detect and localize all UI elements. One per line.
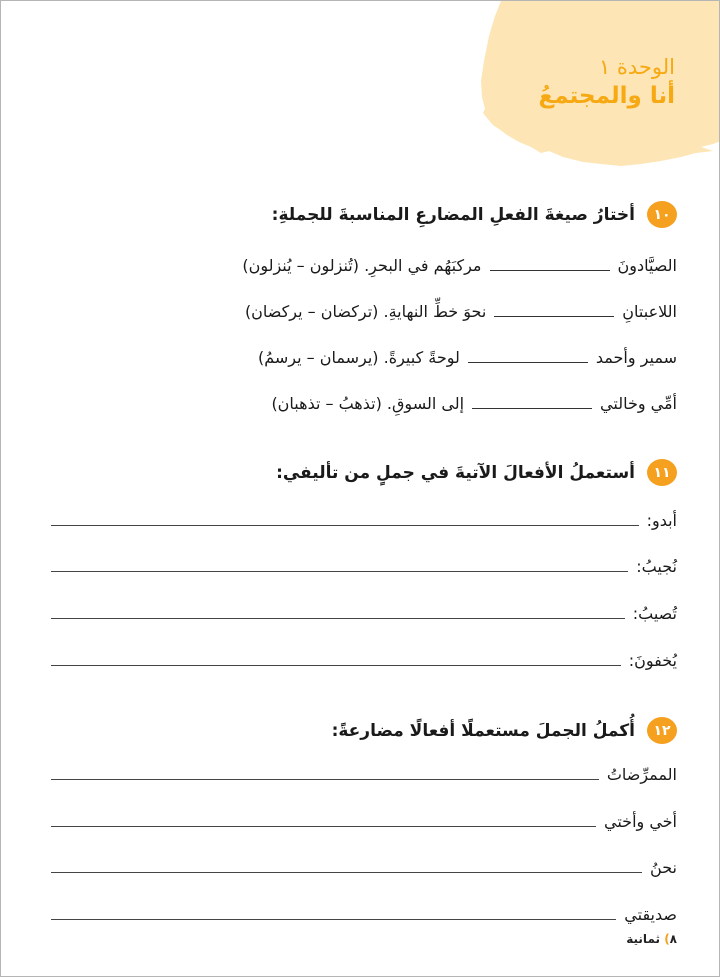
row-subject: اللاعبتانِ bbox=[622, 302, 677, 321]
unit-label: الوحدة ١ bbox=[598, 55, 675, 79]
answer-line[interactable] bbox=[51, 778, 599, 780]
page-footer bbox=[626, 932, 677, 946]
row-rest: لوحةً كبيرةً. (يرسمان – يرسمُ) bbox=[257, 348, 460, 367]
verb-label: تُصيبُ: bbox=[632, 604, 677, 623]
question-12-heading bbox=[332, 717, 677, 744]
exercise-row bbox=[245, 302, 677, 321]
writing-row bbox=[51, 905, 677, 924]
row-rest: نحوَ خطِّ النهايةِ. (تركضان – يركضان) bbox=[244, 302, 487, 321]
writing-row bbox=[51, 812, 677, 831]
exercise-row bbox=[258, 348, 677, 367]
row-rest: مركبَهُم في البحرِ. (تُنزلون – يُنزلون) bbox=[242, 256, 482, 275]
answer-line[interactable] bbox=[51, 524, 639, 526]
subject-label: صديقتي bbox=[624, 905, 677, 924]
row-subject: أمِّي وخالتي bbox=[600, 394, 677, 413]
writing-row bbox=[51, 651, 677, 670]
question-prompt: أستعملُ الأفعالَ الآتيةَ في جملٍ من تأليفي: bbox=[276, 462, 635, 483]
subject-label: الممرِّضاتُ bbox=[606, 765, 677, 784]
subject-label: نحنُ bbox=[650, 858, 677, 877]
unit-title: أنا والمجتمعُ bbox=[538, 83, 675, 109]
unit-header bbox=[539, 53, 676, 111]
verb-label: أبدو: bbox=[646, 511, 677, 530]
verb-label: يُخفونَ: bbox=[628, 651, 677, 670]
verb-label: نُجيبُ: bbox=[636, 557, 677, 576]
question-prompt: أُكملُ الجملَ مستعملًا أفعالًا مضارعةً: bbox=[331, 720, 635, 741]
answer-line[interactable] bbox=[51, 664, 621, 666]
writing-row bbox=[51, 765, 677, 784]
answer-blank[interactable] bbox=[494, 315, 614, 317]
answer-blank[interactable] bbox=[472, 407, 592, 409]
answer-line[interactable] bbox=[51, 825, 596, 827]
question-11-heading bbox=[276, 459, 677, 486]
question-number-badge: ١١ bbox=[647, 459, 677, 486]
page-number-word: ثمانية bbox=[626, 932, 660, 946]
row-subject: سمير وأحمد bbox=[595, 348, 677, 367]
row-rest: إلى السوقِ. (تذهبُ – تذهبان) bbox=[271, 394, 465, 413]
question-10-heading bbox=[272, 201, 677, 228]
answer-line[interactable] bbox=[51, 570, 628, 572]
answer-blank[interactable] bbox=[490, 269, 610, 271]
writing-row bbox=[51, 604, 677, 623]
subject-label: أخي وأختي bbox=[604, 812, 677, 831]
writing-row bbox=[51, 557, 677, 576]
answer-blank[interactable] bbox=[468, 361, 588, 363]
writing-row bbox=[51, 858, 677, 877]
question-prompt: أختارُ صيغةَ الفعلِ المضارعِ المناسبةَ للجملةِ: bbox=[271, 204, 635, 225]
answer-line[interactable] bbox=[51, 871, 642, 873]
row-subject: الصيَّادونَ bbox=[617, 256, 677, 275]
question-number-badge: ١٢ bbox=[647, 717, 677, 744]
answer-line[interactable] bbox=[51, 617, 625, 619]
page-number-paren: ) bbox=[664, 932, 670, 946]
exercise-row bbox=[242, 256, 677, 275]
writing-row bbox=[51, 511, 677, 530]
exercise-row bbox=[271, 394, 677, 413]
question-number-badge: ١٠ bbox=[647, 201, 677, 228]
answer-line[interactable] bbox=[51, 918, 616, 920]
page-number: ٨ bbox=[669, 932, 677, 946]
